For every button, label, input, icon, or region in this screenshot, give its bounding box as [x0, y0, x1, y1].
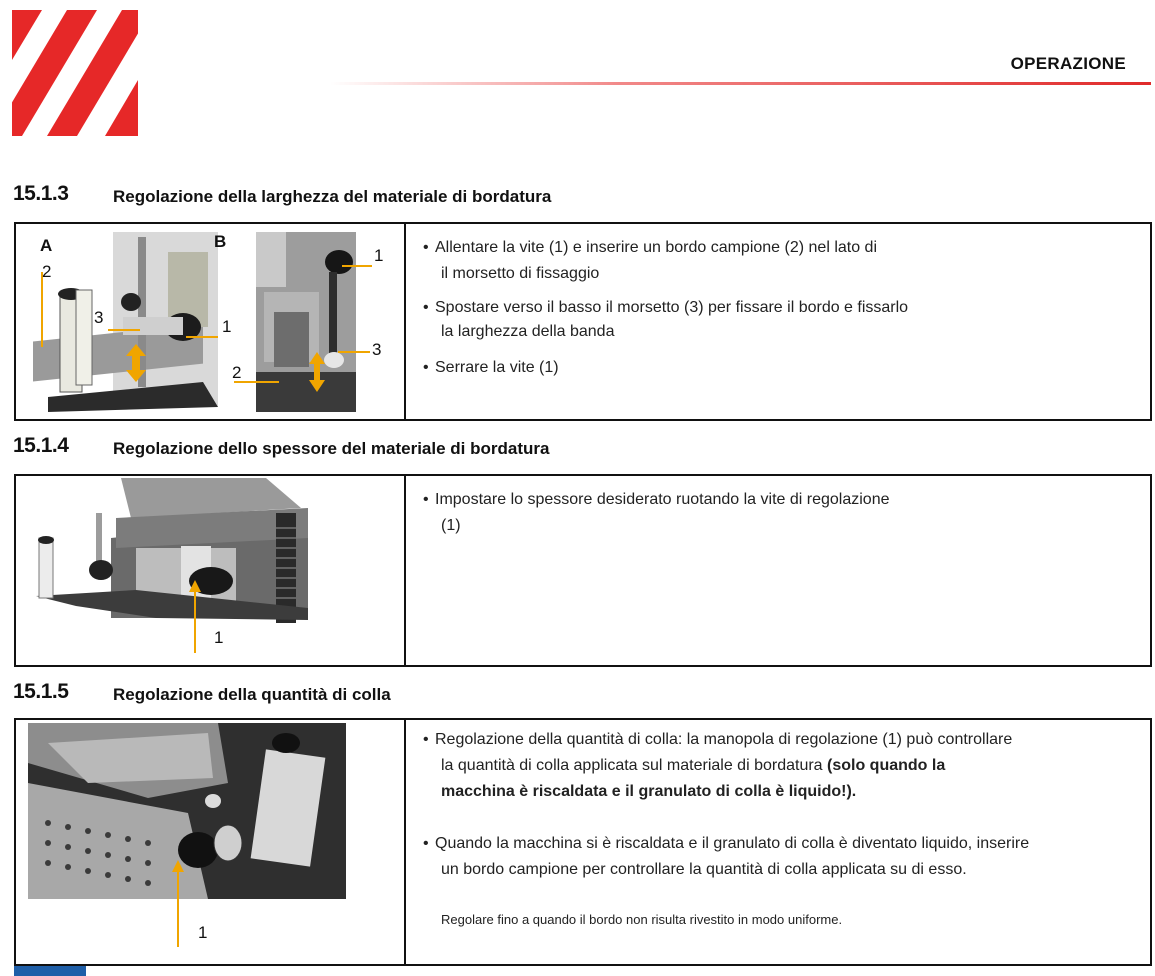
instruction-line: la quantità di colla applicata sul materiale di bordatura	[441, 757, 823, 774]
section-box-15-1-4	[14, 474, 1152, 667]
instruction-line: • Serrare la vite (1)	[421, 355, 1140, 381]
header-rule	[330, 82, 1151, 85]
page-footer-tab	[14, 966, 86, 976]
figure-callout-2: 2	[42, 262, 52, 281]
figure-callout-3: 3	[94, 308, 104, 327]
instruction-line: • Impostare lo spessore desiderato ruotando la vite di regolazione	[421, 487, 1140, 513]
instruction-note: Regolare fino a quando il bordo non risulta rivestito in modo uniforme.	[441, 912, 843, 927]
column-divider	[404, 720, 406, 964]
figure-callout-1: 1	[222, 317, 232, 336]
warning-text: macchina è riscaldata e il granulato di colla è liquido!).	[441, 783, 857, 800]
brand-logo	[12, 10, 138, 136]
figure-callout-3: 3	[372, 340, 382, 359]
warning-text: (solo quando la	[827, 757, 946, 774]
figure-callout-1: 1	[198, 923, 208, 942]
figure-callout-1: 1	[214, 628, 224, 647]
section-title: Regolazione della quantità di colla	[113, 685, 391, 704]
figure-callout-2: 2	[232, 363, 242, 382]
figure-callout-1: 1	[374, 246, 384, 265]
column-divider	[404, 224, 406, 419]
figure-a-photo	[28, 232, 232, 412]
figure-label-a: A	[40, 236, 53, 255]
figure-label-b: B	[214, 232, 227, 251]
figure-b-photo	[214, 232, 404, 412]
section-number: 15.1.5	[13, 680, 69, 703]
instruction-line: la larghezza della banda	[441, 323, 615, 340]
section-number: 15.1.3	[13, 182, 69, 205]
column-divider	[404, 476, 406, 665]
thickness-screw-photo	[36, 478, 311, 654]
instruction-line: un bordo campione per controllare la quantità di colla applicata su di esso.	[441, 861, 967, 878]
section-title: Regolazione della larghezza del materiale di bordatura	[113, 187, 552, 206]
instruction-line: • Allentare la vite (1) e inserire un bordo campione (2) nel lato di	[421, 235, 1140, 261]
section-number: 15.1.4	[13, 434, 69, 457]
instruction-line: • Regolazione della quantità di colla: la manopola di regolazione (1) può controllare	[421, 727, 1140, 753]
instructions-text	[421, 487, 1140, 539]
page-header-title: OPERAZIONE	[1010, 54, 1126, 73]
section-title: Regolazione dello spessore del materiale di bordatura	[113, 439, 550, 458]
glue-knob-photo	[28, 723, 346, 949]
instruction-line: • Spostare verso il basso il morsetto (3) per fissare il bordo e fissarlo	[421, 295, 1140, 321]
instruction-line: (1)	[441, 517, 461, 534]
section-box-15-1-3	[14, 222, 1152, 421]
instructions-text	[421, 727, 1140, 933]
instruction-line: il morsetto di fissaggio	[441, 265, 600, 282]
instructions-text	[421, 235, 1140, 381]
section-box-15-1-5	[14, 718, 1152, 966]
instruction-line: • Quando la macchina si è riscaldata e il granulato di colla è diventato liquido, inserire	[421, 831, 1140, 857]
